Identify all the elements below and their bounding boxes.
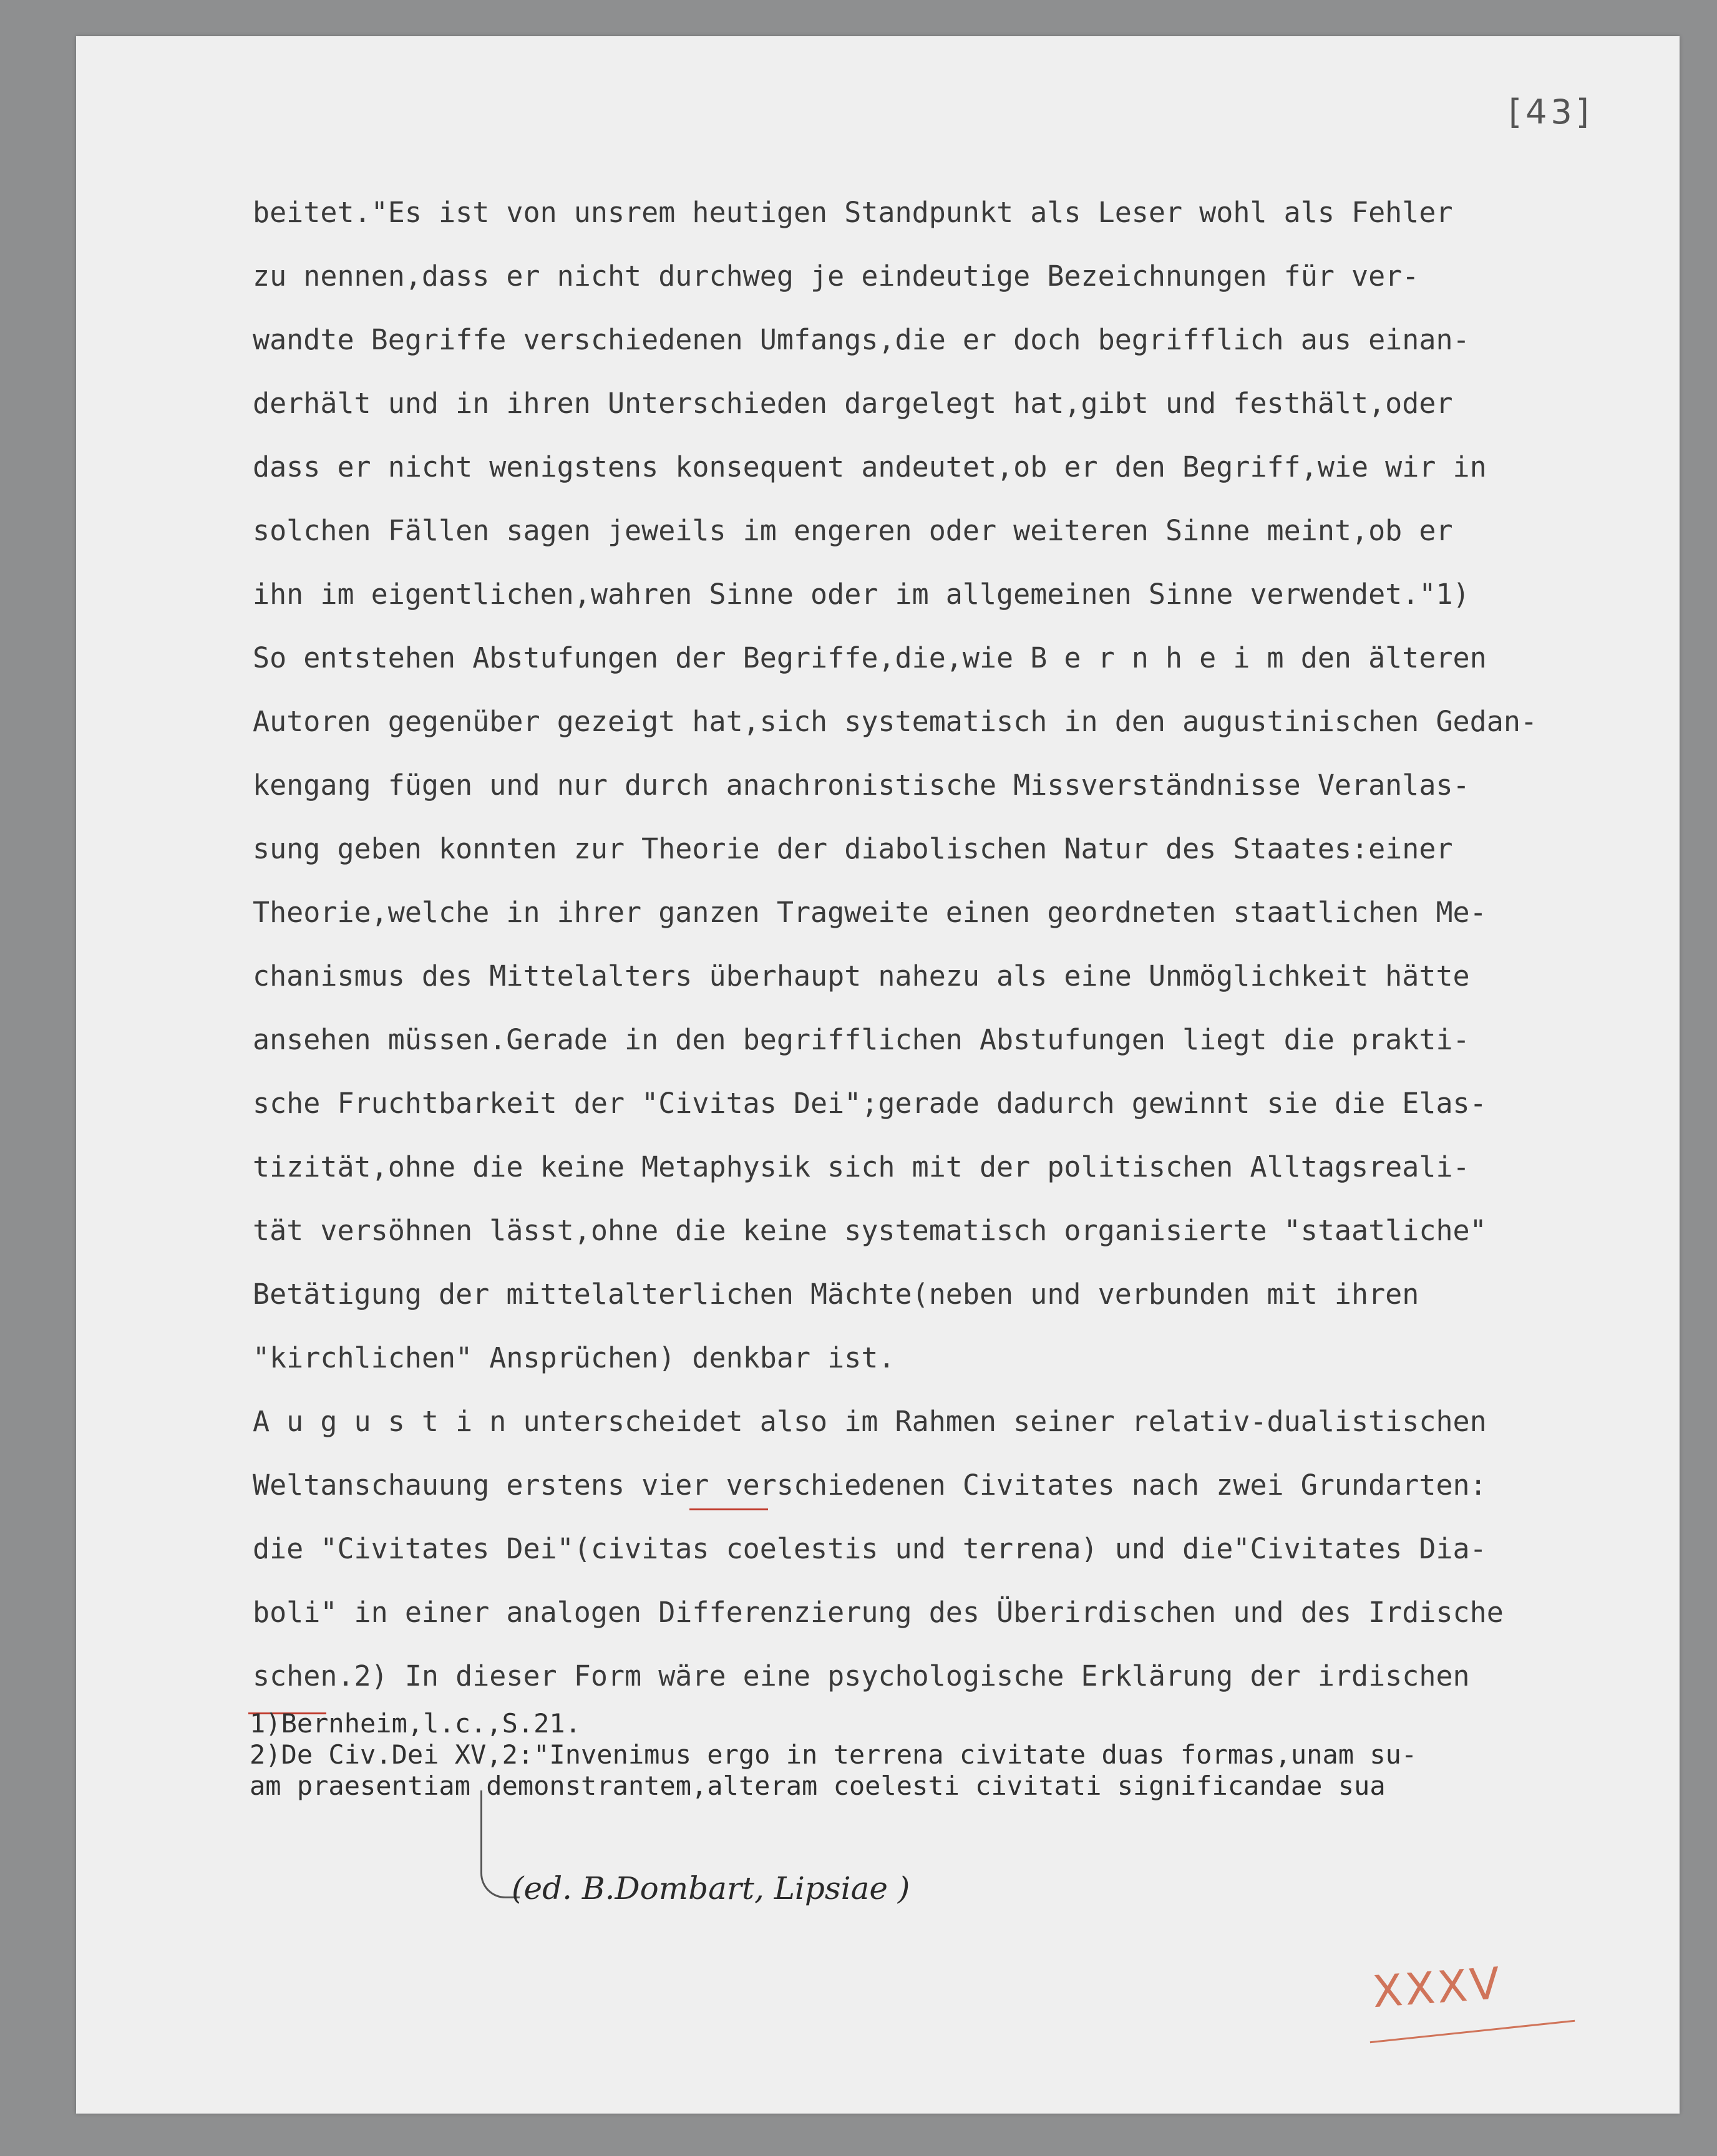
typed-body-text [253, 181, 1675, 1708]
text-line: schen.2) In dieser Form wäre eine psychologische Erklärung der irdischen [253, 1659, 1470, 1692]
text-line: "kirchlichen" Ansprüchen) denkbar ist. [253, 1341, 895, 1374]
footnote-line: am praesentiam demonstrantem,alteram coelesti civitati significandae sua [250, 1770, 1386, 1801]
text-line: sche Fruchtbarkeit der "Civitas Dei";gerade dadurch gewinnt sie die Elas- [253, 1087, 1487, 1120]
red-underline-mark [689, 1508, 768, 1510]
text-line: die "Civitates Dei"(civitas coelestis und terrena) und die"Civitates Dia- [253, 1532, 1487, 1565]
text-line: sung geben konnten zur Theorie der diabolischen Natur des Staates:einer [253, 832, 1453, 865]
text-line: wandte Begriffe verschiedenen Umfangs,die er doch begrifflich aus einan- [253, 323, 1470, 356]
text-line: solchen Fällen sagen jeweils im engeren oder weiteren Sinne meint,ob er [253, 514, 1453, 547]
footnote-line: 2)De Civ.Dei XV,2:"Invenimus ergo in terrena civitate duas formas,unam su- [250, 1739, 1418, 1770]
text-line: Theorie,welche in ihrer ganzen Tragweite einen geordneten staatlichen Me- [253, 896, 1487, 929]
handwritten-note: (ed. B.Dombart, Lipsiae ) [512, 1870, 910, 1906]
text-line: Betätigung der mittelalterlichen Mächte(neben und verbunden mit ihren [253, 1278, 1419, 1311]
text-line: kengang fügen und nur durch anachronistische Missverständnisse Veranlas- [253, 769, 1470, 802]
footnotes [250, 1708, 1678, 1802]
text-line: zu nennen,dass er nicht durchweg je eindeutige Bezeichnungen für ver- [253, 260, 1419, 293]
text-line: ihn im eigentlichen,wahren Sinne oder im allgemeinen Sinne verwendet."1) [253, 578, 1470, 611]
text-line: boli" in einer analogen Differenzierung des Überirdischen und des Irdische [253, 1596, 1504, 1629]
text-line: tät versöhnen lässt,ohne die keine systematisch organisierte "staatliche" [253, 1214, 1487, 1247]
text-line: Weltanschauung erstens vier verschiedenen Civitates nach zwei Grundarten: [253, 1469, 1487, 1502]
text-line: tizität,ohne die keine Metaphysik sich mit der politischen Alltagsreali- [253, 1150, 1470, 1183]
text-line: So entstehen Abstufungen der Begriffe,die,wie B e r n h e i m den älteren [253, 641, 1487, 674]
page-number: [43] [1509, 92, 1593, 132]
text-line: dass er nicht wenigstens konsequent andeutet,ob er den Begriff,wie wir in [253, 450, 1487, 483]
footnote-line: 1)Bernheim,l.c.,S.21. [250, 1708, 581, 1739]
text-line: chanismus des Mittelalters überhaupt nahezu als eine Unmöglichkeit hätte [253, 959, 1470, 993]
text-line: beitet."Es ist von unsrem heutigen Standpunkt als Leser wohl als Fehler [253, 196, 1453, 229]
text-line: Autoren gegenüber gezeigt hat,sich systematisch in den augustinischen Gedan- [253, 705, 1538, 738]
text-line: A u g u s t i n unterscheidet also im Rahmen seiner relativ-dualistischen [253, 1405, 1487, 1438]
text-line: derhält und in ihren Unterschieden dargelegt hat,gibt und festhält,oder [253, 387, 1453, 420]
corner-mark: XXXV [1371, 1957, 1504, 2018]
text-line: ansehen müssen.Gerade in den begrifflichen Abstufungen liegt die prakti- [253, 1023, 1470, 1056]
